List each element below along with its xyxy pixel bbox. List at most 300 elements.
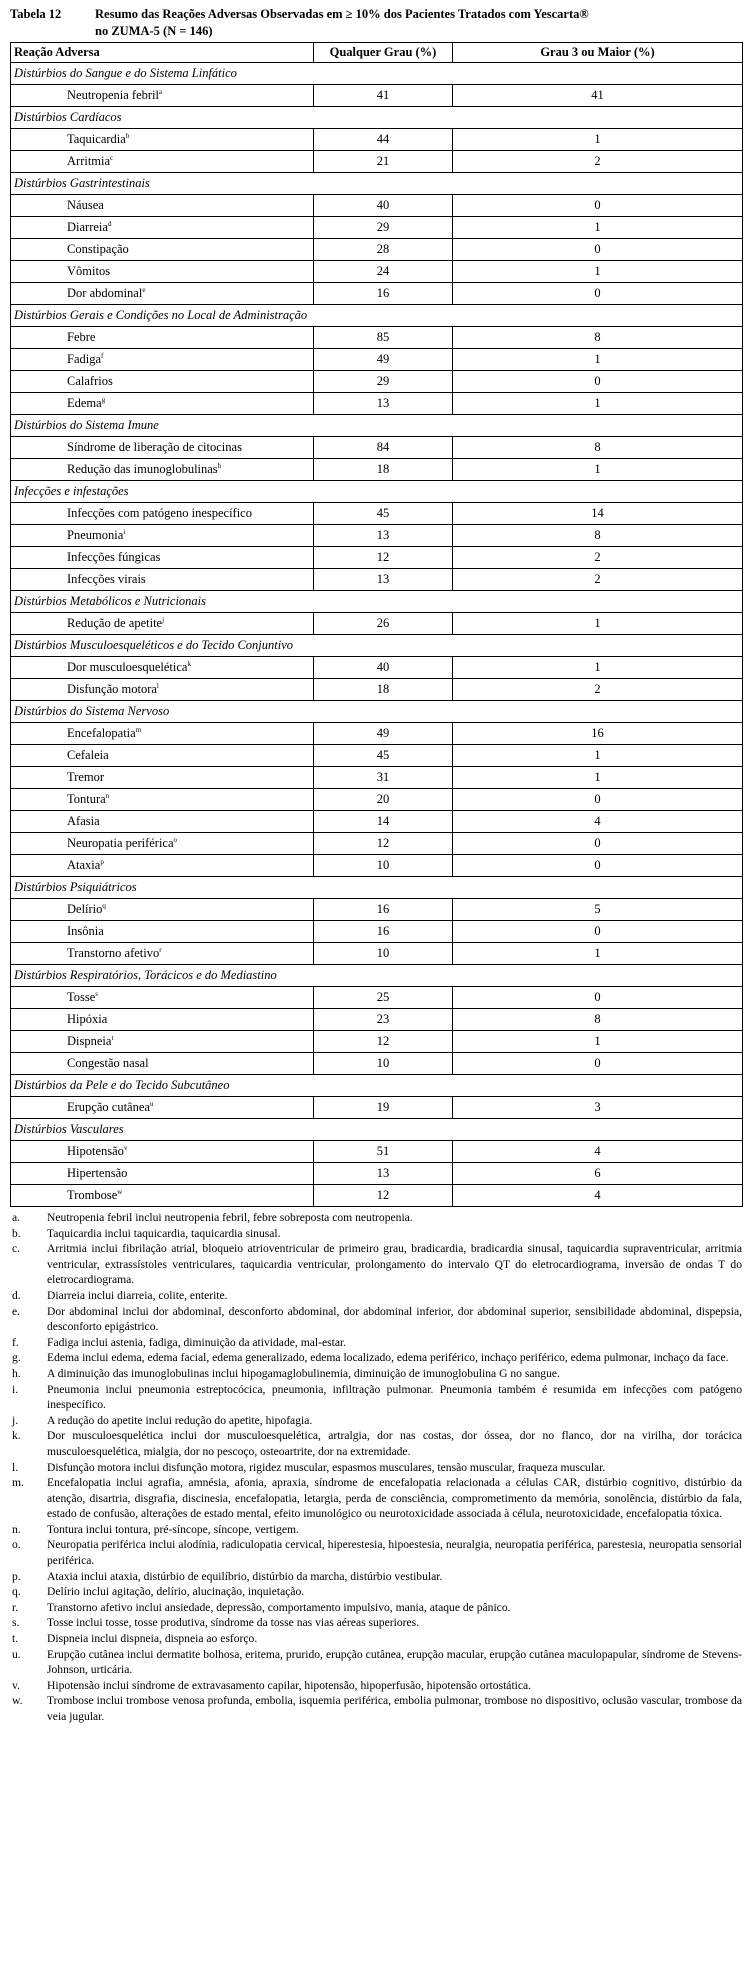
reaction-name: Cefaleia bbox=[67, 748, 109, 762]
reaction-name: Hipertensão bbox=[67, 1166, 128, 1180]
any-grade-value: 16 bbox=[314, 921, 453, 943]
footnote-marker: h bbox=[217, 461, 222, 470]
footnote-item bbox=[10, 1522, 742, 1538]
reaction-name: Erupção cutânea bbox=[67, 1100, 150, 1114]
any-grade-value: 10 bbox=[314, 855, 453, 877]
footnote-item bbox=[10, 1350, 742, 1366]
footnote-key: h. bbox=[12, 1366, 21, 1380]
reaction-name: Fadiga bbox=[67, 352, 102, 366]
footnote-key: r. bbox=[12, 1600, 19, 1614]
grade3-value: 1 bbox=[453, 767, 743, 789]
grade3-value: 16 bbox=[453, 723, 743, 745]
reaction-name-cell bbox=[11, 525, 314, 547]
reaction-name-cell bbox=[11, 855, 314, 877]
footnote-key: e. bbox=[12, 1304, 21, 1318]
reaction-name-cell bbox=[11, 151, 314, 173]
footnote-item bbox=[10, 1241, 742, 1288]
grade3-value: 8 bbox=[453, 1009, 743, 1031]
reaction-name: Redução de apetite bbox=[67, 616, 163, 630]
reaction-name: Vômitos bbox=[67, 264, 111, 278]
category-row bbox=[11, 173, 743, 195]
footnote-key: a. bbox=[12, 1211, 21, 1224]
footnote-marker: g bbox=[101, 395, 106, 404]
any-grade-value: 16 bbox=[314, 283, 453, 305]
grade3-value: 1 bbox=[453, 129, 743, 151]
footnote-text: Disfunção motora inclui disfunção motora, rigidez muscular, espasmos musculares, tensão muscular, fraqueza muscular. bbox=[47, 1460, 606, 1474]
reaction-name-cell bbox=[11, 679, 314, 701]
category-label: Distúrbios da Pele e do Tecido Subcutâneo bbox=[11, 1075, 743, 1097]
table-row bbox=[11, 899, 743, 921]
reaction-name-cell bbox=[11, 723, 314, 745]
reaction-name-cell bbox=[11, 217, 314, 239]
footnote-key: i. bbox=[12, 1382, 19, 1396]
any-grade-value: 13 bbox=[314, 569, 453, 591]
reaction-name: Dor musculoesquelética bbox=[67, 660, 188, 674]
any-grade-value: 25 bbox=[314, 987, 453, 1009]
table-row bbox=[11, 195, 743, 217]
category-row bbox=[11, 1119, 743, 1141]
any-grade-value: 41 bbox=[314, 85, 453, 107]
table-row bbox=[11, 283, 743, 305]
table-row bbox=[11, 745, 743, 767]
any-grade-value: 26 bbox=[314, 613, 453, 635]
footnote-key: f. bbox=[12, 1335, 19, 1349]
footnote-key: p. bbox=[12, 1569, 21, 1583]
footnote-item bbox=[10, 1366, 742, 1382]
footnote-marker: t bbox=[111, 1033, 114, 1042]
table-row bbox=[11, 1097, 743, 1119]
category-row bbox=[11, 481, 743, 503]
table-row bbox=[11, 1009, 743, 1031]
footnote-text: Erupção cutânea inclui dermatite bolhosa, eritema, prurido, erupção cutânea, erupção macular, erupção cutânea maculopapular, síndrome de Stevens-Johnson, urticária. bbox=[47, 1647, 742, 1677]
any-grade-value: 13 bbox=[314, 393, 453, 415]
table-row bbox=[11, 987, 743, 1009]
grade3-value: 0 bbox=[453, 833, 743, 855]
reaction-name: Hipotensão bbox=[67, 1144, 124, 1158]
reaction-name-cell bbox=[11, 987, 314, 1009]
table-row bbox=[11, 569, 743, 591]
category-row bbox=[11, 415, 743, 437]
grade3-value: 8 bbox=[453, 437, 743, 459]
footnote-marker: s bbox=[95, 989, 99, 998]
footnote-marker: n bbox=[105, 791, 110, 800]
reaction-name-cell bbox=[11, 943, 314, 965]
reaction-name: Constipação bbox=[67, 242, 129, 256]
footnote-marker: b bbox=[125, 131, 130, 140]
footnote-marker: c bbox=[110, 153, 114, 162]
footnote-text: Trombose inclui trombose venosa profunda, embolia, isquemia periférica, embolia pulmonar, trombose no dispositivo, oclusão vascular, trombose da veia jugular. bbox=[47, 1694, 742, 1723]
reaction-name-cell bbox=[11, 657, 314, 679]
reaction-name: Disfunção motora bbox=[67, 682, 157, 696]
reaction-name-cell bbox=[11, 547, 314, 569]
footnote-text: Tontura inclui tontura, pré-síncope, síncope, vertigem. bbox=[47, 1522, 299, 1536]
reaction-name-cell bbox=[11, 85, 314, 107]
grade3-value: 8 bbox=[453, 327, 743, 349]
category-row bbox=[11, 63, 743, 85]
any-grade-value: 28 bbox=[314, 239, 453, 261]
header-reaction: Reação Adversa bbox=[11, 43, 314, 63]
reaction-name: Afasia bbox=[67, 814, 100, 828]
table-body bbox=[11, 63, 743, 1207]
table-row bbox=[11, 371, 743, 393]
reaction-name: Encefalopatia bbox=[67, 726, 136, 740]
category-row bbox=[11, 965, 743, 987]
header-any-grade: Qualquer Grau (%) bbox=[314, 43, 453, 63]
footnote-key: w. bbox=[12, 1694, 23, 1708]
grade3-value: 2 bbox=[453, 547, 743, 569]
footnote-item bbox=[10, 1288, 742, 1304]
reaction-name-cell bbox=[11, 1031, 314, 1053]
reaction-name-cell bbox=[11, 437, 314, 459]
footnote-marker: m bbox=[135, 725, 142, 734]
reaction-name: Transtorno afetivo bbox=[67, 946, 160, 960]
grade3-value: 1 bbox=[453, 459, 743, 481]
grade3-value: 0 bbox=[453, 987, 743, 1009]
footnote-marker: i bbox=[123, 527, 126, 536]
grade3-value: 1 bbox=[453, 745, 743, 767]
reaction-name-cell bbox=[11, 1163, 314, 1185]
footnote-key: g. bbox=[12, 1351, 21, 1365]
table-row bbox=[11, 151, 743, 173]
footnote-marker: f bbox=[101, 351, 104, 360]
grade3-value: 0 bbox=[453, 239, 743, 261]
reaction-name-cell bbox=[11, 811, 314, 833]
table-row bbox=[11, 921, 743, 943]
reaction-name-cell bbox=[11, 1185, 314, 1207]
grade3-value: 41 bbox=[453, 85, 743, 107]
grade3-value: 2 bbox=[453, 151, 743, 173]
footnote-item bbox=[10, 1304, 742, 1335]
grade3-value: 3 bbox=[453, 1097, 743, 1119]
grade3-value: 8 bbox=[453, 525, 743, 547]
table-row bbox=[11, 1185, 743, 1207]
table-row bbox=[11, 1163, 743, 1185]
footnote-text: Neutropenia febril inclui neutropenia febril, febre sobreposta com neutropenia. bbox=[47, 1211, 413, 1224]
footnote-marker: j bbox=[162, 615, 165, 624]
footnote-key: c. bbox=[12, 1242, 21, 1256]
any-grade-value: 84 bbox=[314, 437, 453, 459]
reaction-name: Neuropatia periférica bbox=[67, 836, 174, 850]
footnote-key: q. bbox=[12, 1585, 21, 1599]
grade3-value: 1 bbox=[453, 613, 743, 635]
any-grade-value: 49 bbox=[314, 723, 453, 745]
footnote-text: A diminuição das imunoglobulinas inclui hipogamaglobulinemia, diminuição de imunoglobulina G no sangue. bbox=[47, 1366, 560, 1380]
table-row bbox=[11, 239, 743, 261]
reaction-name-cell bbox=[11, 129, 314, 151]
footnote-item bbox=[10, 1210, 742, 1226]
reaction-name: Calafrios bbox=[67, 374, 113, 388]
reaction-name-cell bbox=[11, 239, 314, 261]
footnote-text: Arritmia inclui fibrilação atrial, bloqueio atrioventricular de primeiro grau, bradicardia, bradicardia sinusal, taquicardia supraventricular, arritmia ventricular, extrassístoles ventriculares, taquicardia ventricular, prolongamento do intervalo QT do eletrocardiograma, inversão de ondas T do eletrocardiograma. bbox=[47, 1242, 742, 1287]
table-row bbox=[11, 943, 743, 965]
table-row bbox=[11, 547, 743, 569]
table-row bbox=[11, 217, 743, 239]
any-grade-value: 12 bbox=[314, 1031, 453, 1053]
table-title-line1: Resumo das Reações Adversas Observadas em ≥ 10% dos Pacientes Tratados com Yescarta® bbox=[95, 7, 589, 21]
table-title bbox=[95, 6, 735, 40]
any-grade-value: 40 bbox=[314, 657, 453, 679]
grade3-value: 2 bbox=[453, 569, 743, 591]
reaction-name: Ataxia bbox=[67, 858, 101, 872]
category-row bbox=[11, 635, 743, 657]
table-row bbox=[11, 1053, 743, 1075]
footnote-marker: a bbox=[158, 87, 163, 96]
table-row bbox=[11, 393, 743, 415]
table-row bbox=[11, 437, 743, 459]
footnote-item bbox=[10, 1475, 742, 1522]
any-grade-value: 44 bbox=[314, 129, 453, 151]
any-grade-value: 29 bbox=[314, 371, 453, 393]
any-grade-value: 13 bbox=[314, 1163, 453, 1185]
table-row bbox=[11, 855, 743, 877]
category-label: Distúrbios Cardíacos bbox=[11, 107, 743, 129]
any-grade-value: 12 bbox=[314, 833, 453, 855]
reaction-name-cell bbox=[11, 1053, 314, 1075]
footnote-marker: o bbox=[173, 835, 178, 844]
reaction-name-cell bbox=[11, 921, 314, 943]
footnote-item bbox=[10, 1460, 742, 1476]
reaction-name-cell bbox=[11, 613, 314, 635]
table-caption bbox=[10, 6, 735, 40]
reaction-name: Infecções fúngicas bbox=[67, 550, 161, 564]
footnote-item bbox=[10, 1693, 742, 1724]
footnote-marker: v bbox=[123, 1143, 128, 1152]
footnote-item bbox=[10, 1569, 742, 1585]
footnote-key: o. bbox=[12, 1538, 21, 1552]
grade3-value: 4 bbox=[453, 1185, 743, 1207]
reaction-name: Tremor bbox=[67, 770, 105, 784]
grade3-value: 1 bbox=[453, 1031, 743, 1053]
footnote-text: Dor musculoesquelética inclui dor musculoesquelética, artralgia, dor nas costas, dor óssea, dor no flanco, dor na virilha, dor torácica musculoesquelética, mialgia, dor no pescoço, osteoartrite, dor na extremidade. bbox=[47, 1429, 742, 1458]
table-row bbox=[11, 679, 743, 701]
reaction-name-cell bbox=[11, 371, 314, 393]
any-grade-value: 51 bbox=[314, 1141, 453, 1163]
footnote-marker: u bbox=[149, 1099, 154, 1108]
reaction-name-cell bbox=[11, 1009, 314, 1031]
footnote-item bbox=[10, 1428, 742, 1459]
reaction-name: Edema bbox=[67, 396, 102, 410]
any-grade-value: 85 bbox=[314, 327, 453, 349]
footnote-text: Hipotensão inclui síndrome de extravasamento capilar, hipotensão, hipoperfusão, hipotensão ortostática. bbox=[47, 1678, 532, 1692]
footnote-text: Taquicardia inclui taquicardia, taquicardia sinusal. bbox=[47, 1226, 281, 1240]
footnote-marker: e bbox=[142, 285, 146, 294]
footnote-text: Edema inclui edema, edema facial, edema generalizado, edema localizado, edema periférico, inchaço periférico, edema pulmonar, inchaço da face. bbox=[47, 1351, 729, 1365]
reaction-name: Taquicardia bbox=[67, 132, 126, 146]
grade3-value: 1 bbox=[453, 217, 743, 239]
any-grade-value: 18 bbox=[314, 679, 453, 701]
footnote-item bbox=[10, 1647, 742, 1678]
table-row bbox=[11, 85, 743, 107]
table-row bbox=[11, 723, 743, 745]
reaction-name: Infecções virais bbox=[67, 572, 146, 586]
any-grade-value: 24 bbox=[314, 261, 453, 283]
reaction-name-cell bbox=[11, 349, 314, 371]
footnote-text: Diarreia inclui diarreia, colite, enterite. bbox=[47, 1288, 228, 1302]
reaction-name: Diarreia bbox=[67, 220, 108, 234]
footnote-text: Tosse inclui tosse, tosse produtiva, síndrome da tosse nas vias aéreas superiores. bbox=[47, 1616, 420, 1630]
category-label: Distúrbios Respiratórios, Torácicos e do Mediastino bbox=[11, 965, 743, 987]
table-row bbox=[11, 261, 743, 283]
reaction-name-cell bbox=[11, 195, 314, 217]
footnote-text: Ataxia inclui ataxia, distúrbio de equilíbrio, distúrbio da marcha, distúrbio vestibular. bbox=[47, 1569, 443, 1583]
footnote-key: l. bbox=[12, 1460, 19, 1474]
category-label: Infecções e infestações bbox=[11, 481, 743, 503]
table-row bbox=[11, 349, 743, 371]
reaction-name: Arritmia bbox=[67, 154, 111, 168]
table-row bbox=[11, 327, 743, 349]
footnotes bbox=[10, 1210, 742, 1725]
grade3-value: 2 bbox=[453, 679, 743, 701]
any-grade-value: 10 bbox=[314, 1053, 453, 1075]
category-label: Distúrbios do Sistema Nervoso bbox=[11, 701, 743, 723]
footnote-item bbox=[10, 1537, 742, 1568]
footnote-marker: d bbox=[107, 219, 112, 228]
footnote-marker: l bbox=[156, 681, 159, 690]
grade3-value: 0 bbox=[453, 283, 743, 305]
any-grade-value: 12 bbox=[314, 1185, 453, 1207]
reaction-name-cell bbox=[11, 569, 314, 591]
any-grade-value: 18 bbox=[314, 459, 453, 481]
table-row bbox=[11, 129, 743, 151]
footnote-key: m. bbox=[12, 1476, 24, 1490]
category-label: Distúrbios Musculoesqueléticos e do Tecido Conjuntivo bbox=[11, 635, 743, 657]
footnote-item bbox=[10, 1226, 742, 1242]
footnote-marker: r bbox=[159, 945, 162, 954]
grade3-value: 1 bbox=[453, 261, 743, 283]
reaction-name-cell bbox=[11, 745, 314, 767]
table-number: Tabela 12 bbox=[10, 7, 62, 21]
footnote-text: Neuropatia periférica inclui alodínia, radiculopatia cervical, hiperestesia, hipoestesia, neuralgia, neuropatia periférica, parestesia, neuropatia sensorial periférica. bbox=[47, 1538, 742, 1568]
table-row bbox=[11, 1141, 743, 1163]
reaction-name-cell bbox=[11, 393, 314, 415]
table-row bbox=[11, 657, 743, 679]
reaction-name-cell bbox=[11, 767, 314, 789]
category-row bbox=[11, 701, 743, 723]
reaction-name-cell bbox=[11, 261, 314, 283]
table-row bbox=[11, 767, 743, 789]
footnote-key: u. bbox=[12, 1647, 21, 1661]
any-grade-value: 19 bbox=[314, 1097, 453, 1119]
header-grade3: Grau 3 ou Maior (%) bbox=[453, 43, 743, 63]
footnote-text: Pneumonia inclui pneumonia estreptocócica, pneumonia, infiltração pulmonar. Pneumonia também é resumida em infecções com patógeno inespecífico. bbox=[47, 1382, 742, 1412]
reaction-name-cell bbox=[11, 899, 314, 921]
reaction-name: Tosse bbox=[67, 990, 96, 1004]
reaction-name-cell bbox=[11, 1097, 314, 1119]
any-grade-value: 10 bbox=[314, 943, 453, 965]
reaction-name: Infecções com patógeno inespecífico bbox=[67, 506, 252, 520]
footnote-item bbox=[10, 1335, 742, 1351]
reaction-name: Delírio bbox=[67, 902, 103, 916]
category-row bbox=[11, 305, 743, 327]
category-label: Distúrbios Gastrintestinais bbox=[11, 173, 743, 195]
grade3-value: 0 bbox=[453, 921, 743, 943]
category-label: Distúrbios Gerais e Condições no Local de Administração bbox=[11, 305, 743, 327]
category-row bbox=[11, 1075, 743, 1097]
reaction-name-cell bbox=[11, 789, 314, 811]
grade3-value: 0 bbox=[453, 1053, 743, 1075]
footnote-key: b. bbox=[12, 1226, 21, 1240]
grade3-value: 0 bbox=[453, 371, 743, 393]
grade3-value: 0 bbox=[453, 855, 743, 877]
reaction-name-cell bbox=[11, 833, 314, 855]
grade3-value: 1 bbox=[453, 943, 743, 965]
table-row bbox=[11, 811, 743, 833]
category-label: Distúrbios Vasculares bbox=[11, 1119, 743, 1141]
reaction-name: Hipóxia bbox=[67, 1012, 108, 1026]
table-row bbox=[11, 503, 743, 525]
table-row bbox=[11, 525, 743, 547]
reaction-name: Trombose bbox=[67, 1188, 118, 1202]
any-grade-value: 45 bbox=[314, 503, 453, 525]
footnote-item bbox=[10, 1631, 742, 1647]
any-grade-value: 16 bbox=[314, 899, 453, 921]
footnote-text: Transtorno afetivo inclui ansiedade, depressão, comportamento impulsivo, mania, ataque de pânico. bbox=[47, 1600, 511, 1614]
category-row bbox=[11, 877, 743, 899]
table-row bbox=[11, 459, 743, 481]
footnote-marker: p bbox=[100, 857, 104, 866]
any-grade-value: 13 bbox=[314, 525, 453, 547]
reaction-name: Dor abdominal bbox=[67, 286, 143, 300]
grade3-value: 0 bbox=[453, 195, 743, 217]
any-grade-value: 40 bbox=[314, 195, 453, 217]
any-grade-value: 21 bbox=[314, 151, 453, 173]
any-grade-value: 12 bbox=[314, 547, 453, 569]
reaction-name: Pneumonia bbox=[67, 528, 124, 542]
reaction-name: Redução das imunoglobulinas bbox=[67, 462, 218, 476]
footnote-text: Dispneia inclui dispneia, dispneia ao esforço. bbox=[47, 1632, 258, 1646]
footnote-key: s. bbox=[12, 1616, 20, 1630]
reaction-name-cell bbox=[11, 283, 314, 305]
table-header-row bbox=[11, 43, 743, 63]
reaction-name: Dispneia bbox=[67, 1034, 112, 1048]
any-grade-value: 29 bbox=[314, 217, 453, 239]
footnote-text: Fadiga inclui astenia, fadiga, diminuição da atividade, mal-estar. bbox=[47, 1335, 347, 1349]
any-grade-value: 20 bbox=[314, 789, 453, 811]
grade3-value: 1 bbox=[453, 349, 743, 371]
reaction-name-cell bbox=[11, 327, 314, 349]
footnote-key: k. bbox=[12, 1429, 21, 1443]
category-row bbox=[11, 591, 743, 613]
footnote-marker: q bbox=[102, 901, 106, 910]
grade3-value: 5 bbox=[453, 899, 743, 921]
reaction-name: Tontura bbox=[67, 792, 106, 806]
footnote-item bbox=[10, 1382, 742, 1413]
category-label: Distúrbios Psiquiátricos bbox=[11, 877, 743, 899]
any-grade-value: 45 bbox=[314, 745, 453, 767]
footnote-marker: w bbox=[117, 1187, 123, 1196]
any-grade-value: 23 bbox=[314, 1009, 453, 1031]
grade3-value: 1 bbox=[453, 393, 743, 415]
footnote-text: A redução do apetite inclui redução do apetite, hipofagia. bbox=[47, 1413, 313, 1427]
footnote-item bbox=[10, 1678, 742, 1694]
footnote-key: n. bbox=[12, 1522, 21, 1536]
footnote-key: v. bbox=[12, 1678, 20, 1692]
reaction-name: Náusea bbox=[67, 198, 104, 212]
table-row bbox=[11, 833, 743, 855]
grade3-value: 0 bbox=[453, 789, 743, 811]
category-label: Distúrbios do Sangue e do Sistema Linfático bbox=[11, 63, 743, 85]
footnote-key: j. bbox=[12, 1413, 19, 1427]
reaction-name: Insônia bbox=[67, 924, 104, 938]
table-title-line2: no ZUMA-5 (N = 146) bbox=[95, 24, 213, 38]
reaction-name-cell bbox=[11, 1141, 314, 1163]
table-row bbox=[11, 613, 743, 635]
footnote-item bbox=[10, 1413, 742, 1429]
footnote-item bbox=[10, 1615, 742, 1631]
adverse-reactions-table bbox=[10, 42, 743, 1207]
footnote-item bbox=[10, 1584, 742, 1600]
reaction-name-cell bbox=[11, 459, 314, 481]
